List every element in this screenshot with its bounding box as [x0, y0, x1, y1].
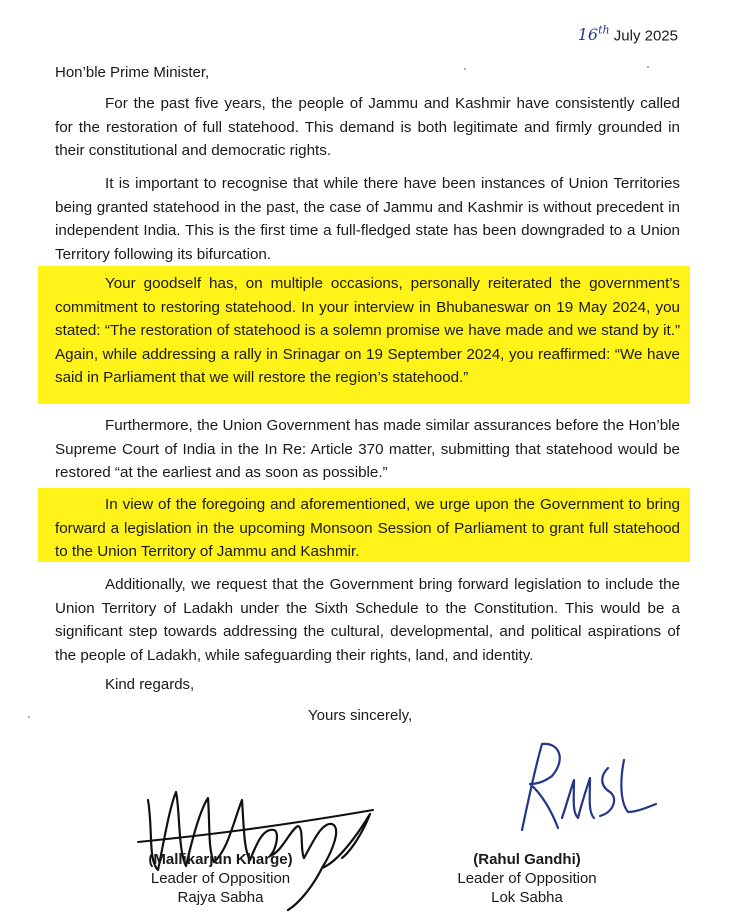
signature-gandhi [500, 732, 660, 842]
signatory-name: (Rahul Gandhi) [473, 851, 581, 868]
paragraph-5-highlighted: In view of the foregoing and aforementioned, we urge upon the Government to bring forward a legislation in the upcoming Monsoon Session of Parliament to grant full statehood to the Union Territory of Jammu and Kashmir. [55, 496, 680, 561]
paragraph-4: Furthermore, the Union Government has made similar assurances before the Hon’ble Supreme Court of India in the In Re: Article 370 matter, submitting that statehood would be restored “at the earliest and as soon as possible.” [55, 417, 680, 482]
signatory-title: Leader of Opposition [457, 870, 597, 887]
signatory-name: (Mallikarjun Kharge) [148, 851, 293, 868]
letter-date [578, 24, 678, 44]
kind-regards: Kind regards, [105, 676, 195, 693]
salutation: Hon’ble Prime Minister, [55, 64, 210, 81]
paragraph-3-highlighted: Your goodself has, on multiple occasions, personally reiterated the government’s commitment to restoring statehood. In your interview in Bhubaneswar on 19 May 2024, you stated: “The restoration of statehood is a solemn promise we have made and we stand by it.” Again, while addressing a rally in Srinagar on 19 September 2024, you reaffirmed: “We have said in Parliament that we will restore the region’s statehood.” [55, 275, 680, 387]
signatory-house: Rajya Sabha [177, 889, 264, 906]
yours-sincerely: Yours sincerely, [308, 707, 413, 724]
scan-speck [647, 66, 649, 68]
date-month-year: July 2025 [613, 27, 678, 45]
scan-speck [28, 716, 30, 718]
paragraph-6: Additionally, we request that the Government bring forward legislation to include the Union Territory of Ladakh under the Sixth Schedule to the Constitution. This would be a significant step towards addressing the cultural, developmental, and political aspirations of the people of Ladakh, while safeguarding their rights, land, and identity. [55, 576, 680, 664]
signatory-gandhi [438, 850, 616, 907]
signatory-title: Leader of Opposition [150, 870, 291, 887]
scan-speck [464, 68, 466, 70]
signatory-kharge [108, 850, 333, 907]
paragraph-1: For the past five years, the people of Jammu and Kashmir have consistently called for the restoration of full statehood. This demand is both legitimate and firmly grounded in their constitutional and democratic rights. [55, 95, 680, 160]
paragraph-2: It is important to recognise that while there have been instances of Union Territories being granted statehood in the past, the case of Jammu and Kashmir is without precedent in independent India. This is the first time a full-fledged state has been downgraded to a Union Territory following its bifurcation. [55, 175, 680, 263]
handwritten-day: 16th [577, 24, 610, 45]
signatory-house: Lok Sabha [491, 889, 563, 906]
